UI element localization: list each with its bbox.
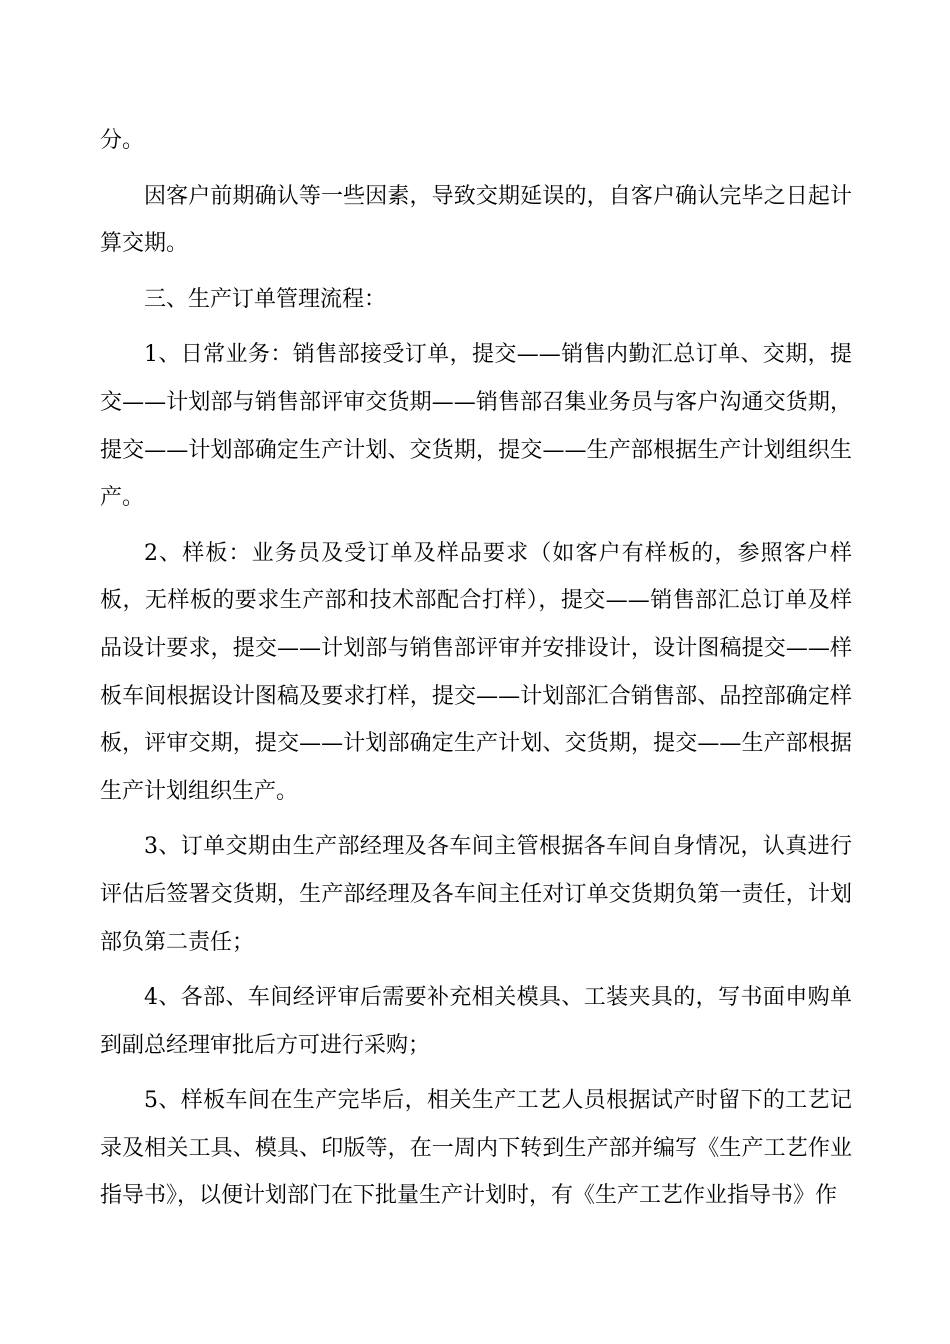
paragraph-item-3: 3、订单交期由生产部经理及各车间主管根据各车间自身情况，认真进行评估后签署交货期，生产部经理及各车间主任对订单交货期负第一责任，计划部负第二责任； [100, 834, 852, 955]
paragraph-item-1: 1、日常业务：销售部接受订单，提交——销售内勤汇总订单、交期，提交——计划部与销售部评审交货期——销售部召集业务员与客户沟通交货期，提交——计划部确定生产计划、交货期，提交——生产部根据生产计划组织生产。 [100, 342, 852, 511]
paragraph-item-2: 2、样板：业务员及受订单及样品要求（如客户有样板的，参照客户样板，无样板的要求生产部和技术部配合打样），提交——销售部汇总订单及样品设计要求，提交——计划部与销售部评审并安排设计，设计图稿提交——样板车间根据设计图稿及要求打样，提交——计划部汇合销售部、品控部确定样板，评审交期，提交——计划部确定生产计划、交货期，提交——生产部根据生产计划组织生产。 [100, 540, 852, 804]
document-body [100, 117, 852, 1228]
paragraph-continuation: 分。 [100, 128, 145, 153]
paragraph-item-4: 4、各部、车间经评审后需要补充相关模具、工装夹具的，写书面申购单到副总经理审批后方可进行采购； [100, 985, 852, 1058]
section-heading-order-process: 三、生产订单管理流程： [144, 286, 387, 312]
paragraph-item-5: 5、样板车间在生产完毕后，相关生产工艺人员根据试产时留下的工艺记录及相关工具、模具、印版等，在一周内下转到生产部并编写《生产工艺作业指导书》，以便计划部门在下批量生产计划时，有《生产工艺作业指导书》作 [100, 1088, 852, 1209]
paragraph-delivery-delay: 因客户前期确认等一些因素，导致交期延误的，自客户确认完毕之日起计算交期。 [100, 183, 852, 257]
